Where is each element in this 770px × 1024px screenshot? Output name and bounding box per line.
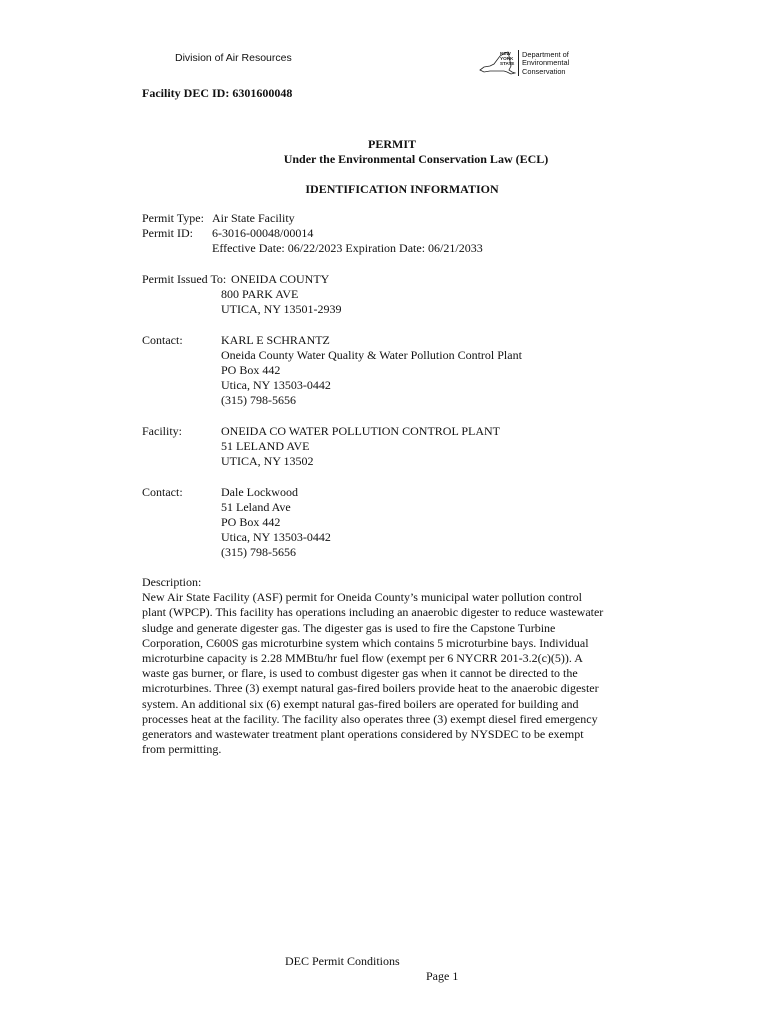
facility-line: 51 LELAND AVE xyxy=(221,439,310,453)
law-subtitle: Under the Environmental Conservation Law (ECL) xyxy=(283,152,549,166)
description-line: sludge and generate digester gas. The digester gas is used to fire the Capstone Turbine xyxy=(142,620,556,635)
facility-line: UTICA, NY 13502 xyxy=(221,454,314,468)
contact-label: Contact: xyxy=(142,485,183,499)
contact-line: (315) 798-5656 xyxy=(221,545,296,559)
logo-divider xyxy=(518,50,519,76)
issued-to-line: UTICA, NY 13501-2939 xyxy=(221,302,342,316)
permit-title: PERMIT xyxy=(368,137,416,151)
description-line: waste gas burner, or flare, is used to combust digester gas when it cannot be directed to the xyxy=(142,666,578,681)
contact-line: Oneida County Water Quality & Water Pollution Control Plant xyxy=(221,348,522,362)
logo-department-text: Department of Environmental Conservation xyxy=(522,50,570,76)
permit-type-label: Permit Type: xyxy=(142,211,204,225)
description-line: New Air State Facility (ASF) permit for Oneida County’s municipal water pollution control xyxy=(142,590,582,605)
permit-dates: Effective Date: 06/22/2023 Expiration Date: 06/21/2033 xyxy=(212,241,483,255)
nys-dec-logo xyxy=(478,48,578,78)
contact-line: 51 Leland Ave xyxy=(221,500,291,514)
issued-to-line: 800 PARK AVE xyxy=(221,287,299,301)
description-line: system. An additional six (6) exempt natural gas-fired boilers are operated for building and xyxy=(142,696,579,711)
permit-type-value: Air State Facility xyxy=(212,211,295,225)
identification-heading: IDENTIFICATION INFORMATION xyxy=(305,182,499,196)
issued-to-label: Permit Issued To: xyxy=(142,272,227,286)
permit-id-label: Permit ID: xyxy=(142,226,193,240)
description-line: generators and wastewater treatment plant operations considered by NYSDEC to be exempt xyxy=(142,727,584,742)
contact-label: Contact: xyxy=(142,333,183,347)
description-line: plant (WPCP). This facility has operations including an anaerobic digester to reduce wastewater xyxy=(142,605,604,620)
description-line: Corporation, C600S gas microturbine system which contains 5 microturbine bays. Individual xyxy=(142,635,589,650)
issued-to-line: ONEIDA COUNTY xyxy=(231,272,330,286)
description-label: Description: xyxy=(142,575,202,589)
contact-line: (315) 798-5656 xyxy=(221,393,296,407)
facility-line: ONEIDA CO WATER POLLUTION CONTROL PLANT xyxy=(221,424,500,438)
contact-line: Utica, NY 13503-0442 xyxy=(221,378,331,392)
description-line: processes heat at the facility. The facility also operates three (3) exempt diesel fired emergency xyxy=(142,711,598,726)
contact-line: PO Box 442 xyxy=(221,363,281,377)
footer-conditions: DEC Permit Conditions xyxy=(285,954,400,968)
description-line: from permitting. xyxy=(142,742,222,757)
contact-line: KARL E SCHRANTZ xyxy=(221,333,330,347)
logo-state-text: NEW YORK STATE xyxy=(500,51,515,66)
facility-label: Facility: xyxy=(142,424,182,438)
facility-dec-id: Facility DEC ID: 6301600048 xyxy=(142,86,293,100)
permit-id-value: 6-3016-00048/00014 xyxy=(212,226,314,240)
contact-line: PO Box 442 xyxy=(221,515,281,529)
description-block xyxy=(142,575,642,757)
contact-line: Utica, NY 13503-0442 xyxy=(221,530,331,544)
description-line: microturbines. Three (3) exempt natural gas-fired boilers provide heat to the anaerobic digester xyxy=(142,681,599,696)
contact-line: Dale Lockwood xyxy=(221,485,298,499)
description-line: microturbine capacity is 2.28 MMBtu/hr fuel flow (exempt per 6 NYCRR 201-3.2(c)(5)). A xyxy=(142,651,583,666)
page-number: Page 1 xyxy=(426,969,459,983)
division-header: Division of Air Resources xyxy=(175,52,292,64)
